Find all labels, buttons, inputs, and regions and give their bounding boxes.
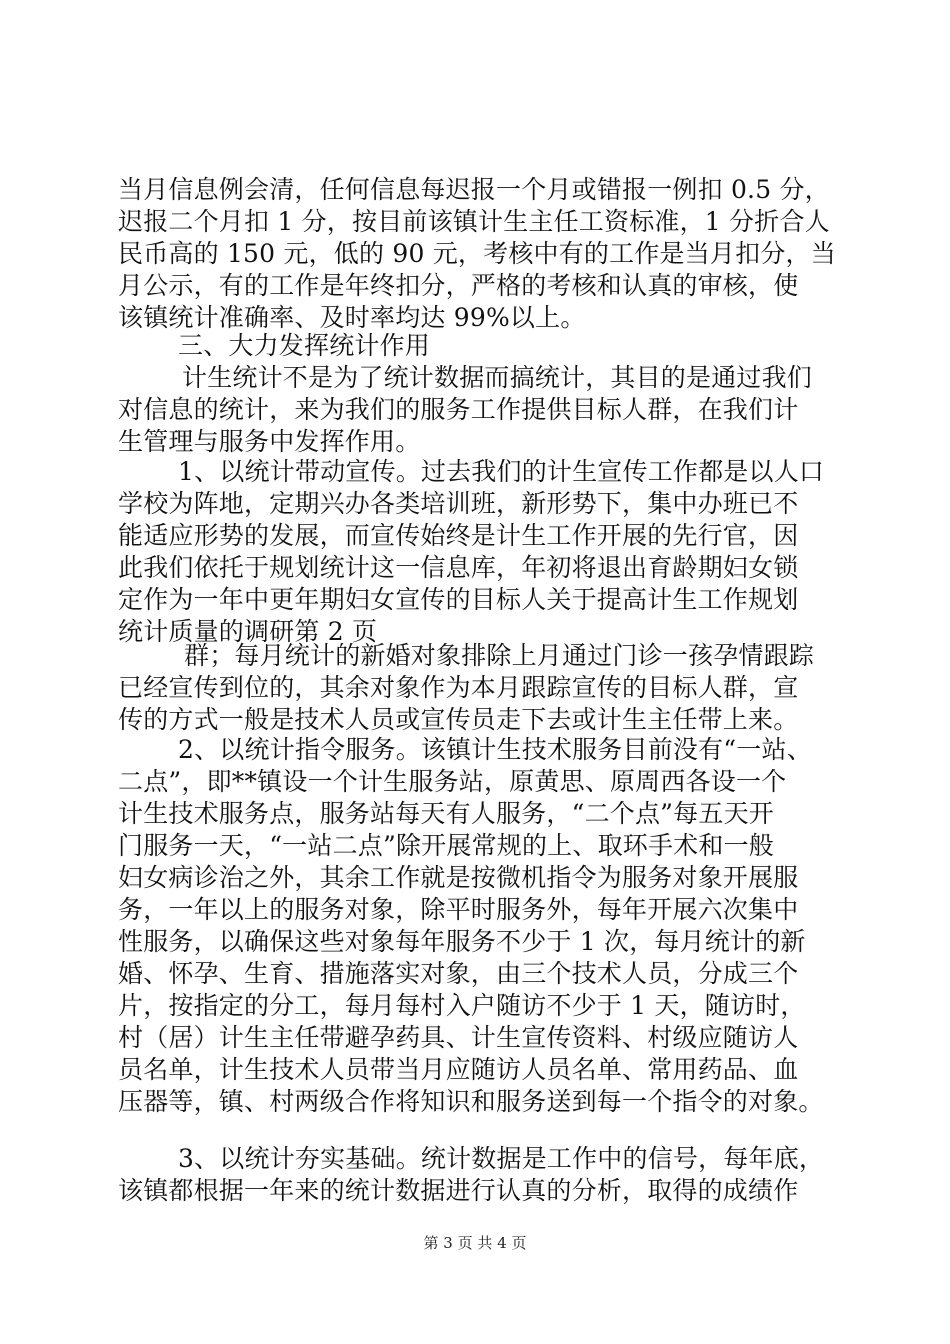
text-line: 当月信息例会清，任何信息每迟报一个月或错报一例扣 0.5 分， (118, 175, 830, 204)
text-line: 员名单，计生技术人员带当月应随访人员名单、常用药品、血 (118, 1055, 799, 1084)
text-line: 妇女病诊治之外，其余工作就是按微机指令为服务对象开展服 (118, 863, 799, 892)
text-line: 二点”，即**镇设一个计生服务站，原黄思、原周西各设一个 (118, 767, 787, 796)
text-line: 学校为阵地，定期兴办各类培训班，新形势下，集中办班已不 (118, 489, 799, 518)
text-line: 此我们依托于规划统计这一信息库，年初将退出育龄期妇女锁 (118, 553, 799, 582)
text-line: 该镇都根据一年来的统计数据进行认真的分析，取得的成绩作 (118, 1176, 799, 1205)
text-line: 2、以统计指令服务。该镇计生技术服务目前没有“一站、 (178, 735, 812, 764)
text-line: 民币高的 150 元，低的 90 元，考核中有的工作是当月扣分，当 (118, 239, 836, 268)
text-line: 该镇统计准确率、及时率均达 99%以上。 (118, 303, 586, 332)
text-line: 三、大力发挥统计作用 (178, 331, 431, 360)
text-line: 计生统计不是为了统计数据而搞统计，其目的是通过我们 (182, 363, 813, 392)
text-line: 迟报二个月扣 1 分，按目前该镇计生主任工资标准，1 分折合人 (118, 207, 830, 236)
text-line: 已经宣传到位的，其余对象作为本月跟踪宣传的目标人群，宣 (118, 673, 799, 702)
text-line: 月公示，有的工作是年终扣分，严格的考核和认真的审核，使 (118, 271, 799, 300)
text-line: 定作为一年中更年期妇女宣传的目标人关于提高计生工作规划 (118, 585, 799, 614)
text-line: 计生技术服务点，服务站每天有人服务，“二个点”每五天开 (118, 799, 774, 828)
text-line: 性服务，以确保这些对象每年服务不少于 1 次，每月统计的新 (118, 927, 806, 956)
text-line: 能适应形势的发展，而宣传始终是计生工作开展的先行官，因 (118, 521, 799, 550)
text-line: 村（居）计生主任带避孕药具、计生宣传资料、村级应随访人 (118, 1023, 799, 1052)
text-line: 婚、怀孕、生育、措施落实对象，由三个技术人员，分成三个 (118, 959, 799, 988)
text-line: 群；每月统计的新婚对象排除上月通过门诊一孩孕情跟踪 (184, 641, 815, 670)
text-line: 统计质量的调研第 2 页 (118, 617, 378, 646)
text-line: 3、以统计夯实基础。统计数据是工作中的信号，每年底， (178, 1144, 825, 1173)
text-line: 对信息的统计，来为我们的服务工作提供目标人群，在我们计 (118, 395, 799, 424)
text-line: 片，按指定的分工，每月每村入户随访不少于 1 天，随访时， (118, 991, 806, 1020)
text-line: 务，一年以上的服务对象，除平时服务外，每年开展六次集中 (118, 895, 799, 924)
text-line: 1、以统计带动宣传。过去我们的计生宣传工作都是以人口 (178, 457, 825, 486)
text-line: 传的方式一般是技术人员或宣传员走下去或计生主任带上来。 (118, 705, 799, 734)
text-line: 压器等，镇、村两级合作将知识和服务送到每一个指令的对象。 (118, 1087, 824, 1116)
text-line: 生管理与服务中发挥作用。 (118, 427, 421, 456)
page-footer: 第 3 页 共 4 页 (423, 1234, 527, 1252)
text-line: 门服务一天，“一站二点”除开展常规的上、取环手术和一般 (118, 831, 774, 860)
